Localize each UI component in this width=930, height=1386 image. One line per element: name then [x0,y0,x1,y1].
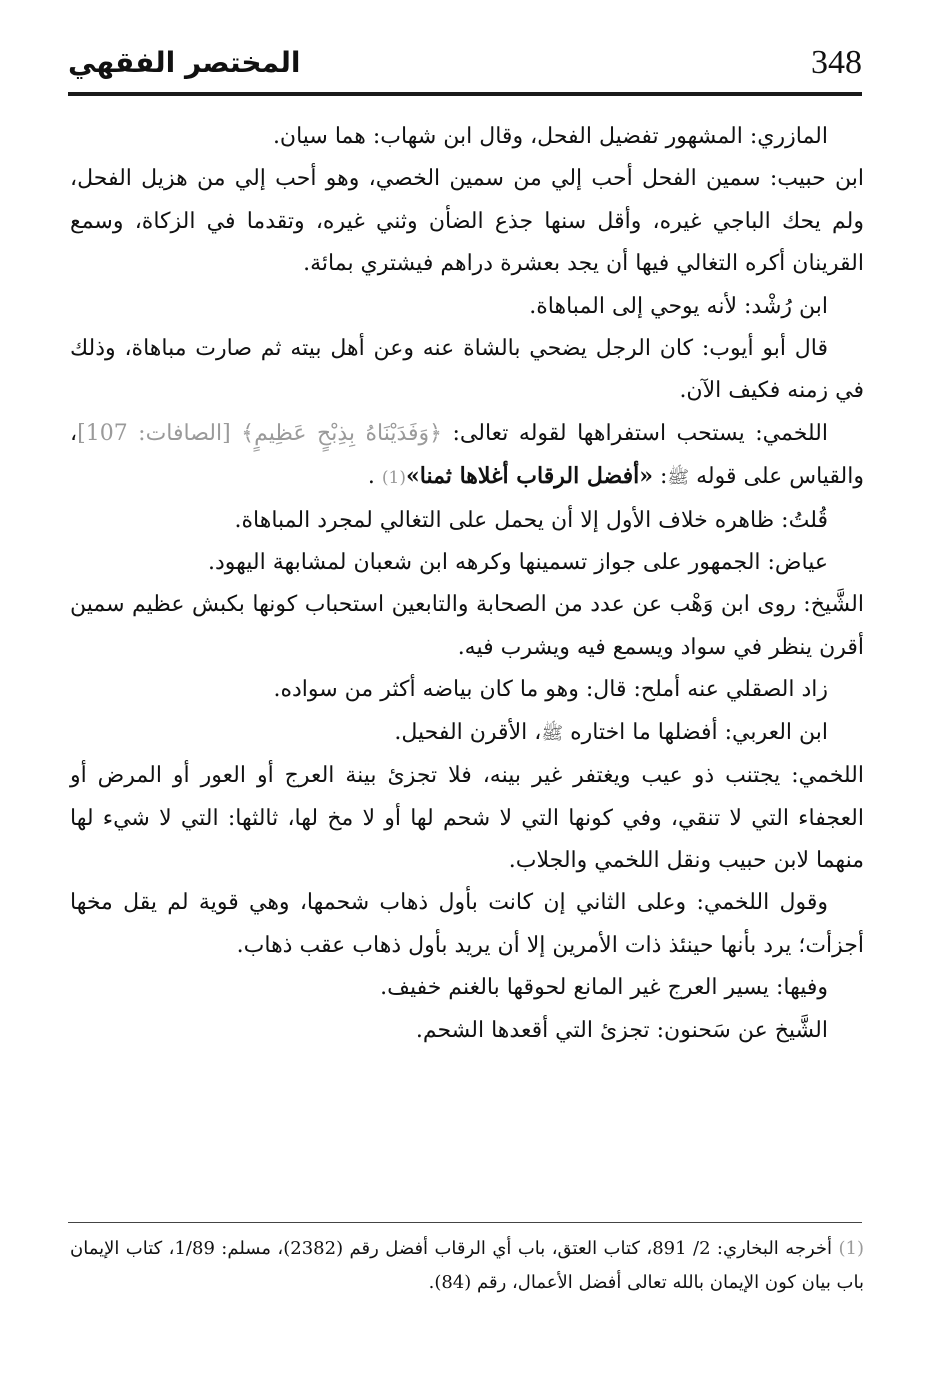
paragraph-ibn-habib: ابن حبيب: سمين الفحل أحب إلي من سمين الخصي، وهو أحب إلي من هزيل الفحل، ولم يحك الباجي غيره، وأقل سنها جذع الضأن وثني غيره، وتقدما في الزكاة، وسمع القرينان أكره التغالي فيها أن يجد بعشرة دراهم فيشتري بمائة. [70,166,864,277]
paragraph-ibn-al-arabi [70,712,864,755]
quran-verse: ﴿وَفَدَيْنَاهُ بِذِبْحٍ عَظِيمٍ﴾ [الصافات: 107] [77,420,443,446]
header-rule [68,92,862,96]
paragraph-abu-ayyub: قال أبو أيوب: كان الرجل يضحي بالشاة عنه وعن أهل بيته ثم صارت مباهاة، وذلك في زمنه فكيف الآن. [70,336,864,404]
paragraph-siqilli: زاد الصقلي عنه أملح: قال: وهو ما كان بياضه أكثر من سواده. [273,677,828,703]
arabi-text-before: ابن العربي: أفضلها ما اختاره [563,719,828,745]
footnote-number: (1) [838,1238,864,1259]
paragraph-iyad: عياض: الجمهور على جواز تسمينها وكرهه ابن شعبان لمشابهة اليهود. [207,550,828,576]
book-title: المختصر الفقهي [68,46,301,79]
honorific-glyph: ﷺ [541,722,564,744]
footnote-marker[interactable]: (1) [381,468,406,489]
lakhmi-text-ending: . [367,464,382,490]
paragraph-fiha: وفيها: يسير العرج غير المانع لحوقها بالغنم خفيف. [380,975,828,1001]
paragraph-mazari: المازري: المشهور تفضيل الفحل، وقال ابن شهاب: هما سيان. [272,124,828,149]
hadith-quote: «أفضل الرقاب أغلاها ثمنا» [406,463,653,490]
body-text [70,116,864,1052]
paragraph-lakhmi-istifraha [70,413,864,500]
honorific-glyph: ﷺ [667,467,690,489]
footnotes [70,1232,864,1300]
paragraph-qawl-lakhmi: وقول اللخمي: وعلى الثاني إن كانت بأول ذهاب شحمها، وهي قوية لم يقل مخها أجزأت؛ يرد بأنها حينئذ ذات الأمرين إلا أن يريد بأول ذهاب عقب ذهاب. [70,890,864,958]
running-header [68,40,862,100]
paragraph-qultu: قُلتُ: ظاهره خلاف الأول إلا أن يحمل على التغالي لمجرد المباهاة. [234,507,828,533]
footnote-1 [70,1232,864,1300]
paragraph-shaykh-ibn-wahb: الشَّيخ: روى ابن وَهْب عن عدد من الصحابة والتابعين استحباب كونها بكبش عظيم سمين أقرن ينظر في سواد ويسمع فيه ويشرب فيه. [70,592,864,660]
footnote-text: أخرجه البخاري: 2/ 891، كتاب العتق، باب أي الرقاب أفضل رقم (2382)، مسلم: 1/89، كتاب الإيمان باب بيان كون الإيمان بالله تعالى أفضل الأعمال، رقم (84). [70,1238,864,1293]
paragraph-lakhmi-ayb: اللخمي: يجتنب ذو عيب ويغتفر غير بينه، فلا تجزئ بينة العرج أو العور أو المرض أو العجفاء التي لا تنقي، وفي كونها التي لا شحم لها أو لا مخ لها، ثالثها: التي لا شيء لها منهما لابن حبيب ونقل اللخمي والجلاب. [70,763,864,873]
paragraph-ibn-rushd: ابن رُشْد: لأنه يوحي إلى المباهاة. [529,293,828,319]
paragraph-shaykh-sahnun: الشَّيخ عن سَحنون: تجزئ التي أقعدها الشحم. [415,1017,828,1043]
lakhmi-text-before-verse: اللخمي: يستحب استفراهها لقوله تعالى: [442,420,828,446]
arabi-text-after: ، الأقرن الفحيل. [394,719,542,745]
lakhmi-text-after-honorific: : [652,464,668,490]
lakhmi-text-after-verse: ، والقياس على قوله [70,420,864,490]
page-number: 348 [811,44,862,81]
footnote-rule [68,1222,862,1223]
